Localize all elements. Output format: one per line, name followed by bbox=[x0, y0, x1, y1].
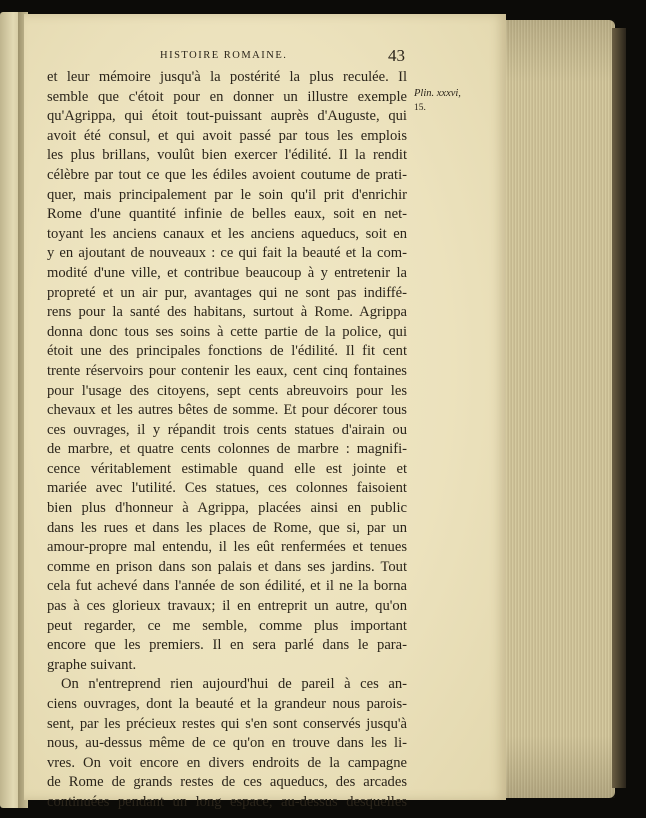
text-line: Rome d'une quantité infinie de belles eaux, soit en net- bbox=[47, 206, 407, 223]
text-line: ces ouvrages, il y répandit trois cents statues d'airain ou bbox=[47, 421, 407, 438]
text-line: pour l'usage des citoyens, sept cents abreuvoirs pour les bbox=[47, 382, 407, 399]
text-line: de Rome de grands restes de ces aqueducs, des arcades bbox=[47, 774, 407, 791]
text-line: modité d'une ville, et contribue beaucoup à y entretenir la bbox=[47, 264, 407, 281]
text-line: quer, mais principalement par le soin qu'il prit d'enrichir bbox=[47, 186, 407, 203]
text-line: sent, par les précieux restes qui s'en sont conservés jusqu'à bbox=[47, 715, 407, 732]
text-line: vres. On voit encore en divers endroits de la campagne bbox=[47, 754, 407, 771]
margin-note-ref: Plin. xxxvi, bbox=[414, 88, 461, 99]
text-line: comme en prison dans son palais et dans ses jardins. Tout bbox=[47, 558, 407, 575]
text-line: étoit une des principales fonctions de l'édilité. Il fit cent bbox=[47, 343, 407, 360]
text-line: cela fut achevé dans l'année de son édilité, et il ne la borna bbox=[47, 578, 407, 595]
page-edges bbox=[503, 20, 615, 798]
page-number: 43 bbox=[388, 46, 405, 65]
text-line: propreté et un air pur, avantages qui ne sont pas indiffé- bbox=[47, 284, 407, 301]
text-line: qu'Agrippa, qui étoit tout-puissant auprès d'Auguste, qui bbox=[47, 108, 407, 125]
text-line: avoit été consul, et qui avoit passé par tous les emplois bbox=[47, 127, 407, 144]
cover-edge bbox=[612, 28, 626, 788]
text-line: bien plus d'honneur à Agrippa, placées ainsi en public bbox=[47, 500, 407, 517]
text-line: toyant les anciens canaux et les anciens aqueducs, soit en bbox=[47, 225, 407, 242]
text-line: célèbre par tout ce que les édiles avoient coutume de prati- bbox=[47, 166, 407, 183]
text-line: dans les rues et dans les places de Rome, que si, par un bbox=[47, 519, 407, 536]
body-text bbox=[47, 68, 407, 813]
text-line: les plus brillans, voulût bien exercer l'édilité. Il la rendit bbox=[47, 147, 407, 164]
paragraph-start-line: On n'entreprend rien aujourd'hui de pareil à ces an- bbox=[61, 676, 407, 693]
running-head: HISTOIRE ROMAINE. bbox=[160, 50, 288, 61]
text-line: continuées pendant un long espace, au-dessus desquelles bbox=[47, 793, 407, 810]
margin-note bbox=[414, 86, 484, 116]
text-line: donna donc tous ses soins à cette partie de la police, qui bbox=[47, 323, 407, 340]
text-line: semble que c'étoit pour en donner un illustre exemple bbox=[47, 88, 407, 105]
text-line: mariée avec l'utilité. Ces statues, ces colonnes faisoient bbox=[47, 480, 407, 497]
text-line: chevaux et les autres bêtes de somme. Et pour décorer tous bbox=[47, 402, 407, 419]
text-line: trente réservoirs pour contenir les eaux, cent cinq fontaines bbox=[47, 362, 407, 379]
text-line: y en ajoutant de nouveaux : ce qui fait la beauté et la com- bbox=[47, 245, 407, 262]
text-line: encore que les premiers. Il en sera parlé dans le para- bbox=[47, 637, 407, 654]
paragraph-end-line: graphe suivant. bbox=[47, 656, 137, 673]
text-line: et leur mémoire jusqu'à la postérité la plus reculée. Il bbox=[47, 69, 407, 85]
text-line: de marbre, et quatre cents colonnes de marbre : magnifi- bbox=[47, 441, 407, 458]
text-line: rens pour la santé des habitans, surtout à Rome. Agrippa bbox=[47, 304, 407, 321]
text-line: nous, au-dessus même de ce qu'on en trouve dans les li- bbox=[47, 735, 407, 752]
text-line: cence véritablement estimable quand elle est jointe et bbox=[47, 460, 407, 477]
text-line: ciens ouvrages, dont la beauté et la grandeur nous parois- bbox=[47, 696, 407, 712]
text-line: peut regarder, ce me semble, comme plus important bbox=[47, 617, 407, 634]
text-line: amour-propre mal entendu, il les eût renfermées et tenues bbox=[47, 539, 407, 556]
text-line: pas à ces glorieux travaux; il en entreprit un autre, qu'on bbox=[47, 598, 407, 615]
margin-note-ref2: 15. bbox=[414, 103, 426, 113]
